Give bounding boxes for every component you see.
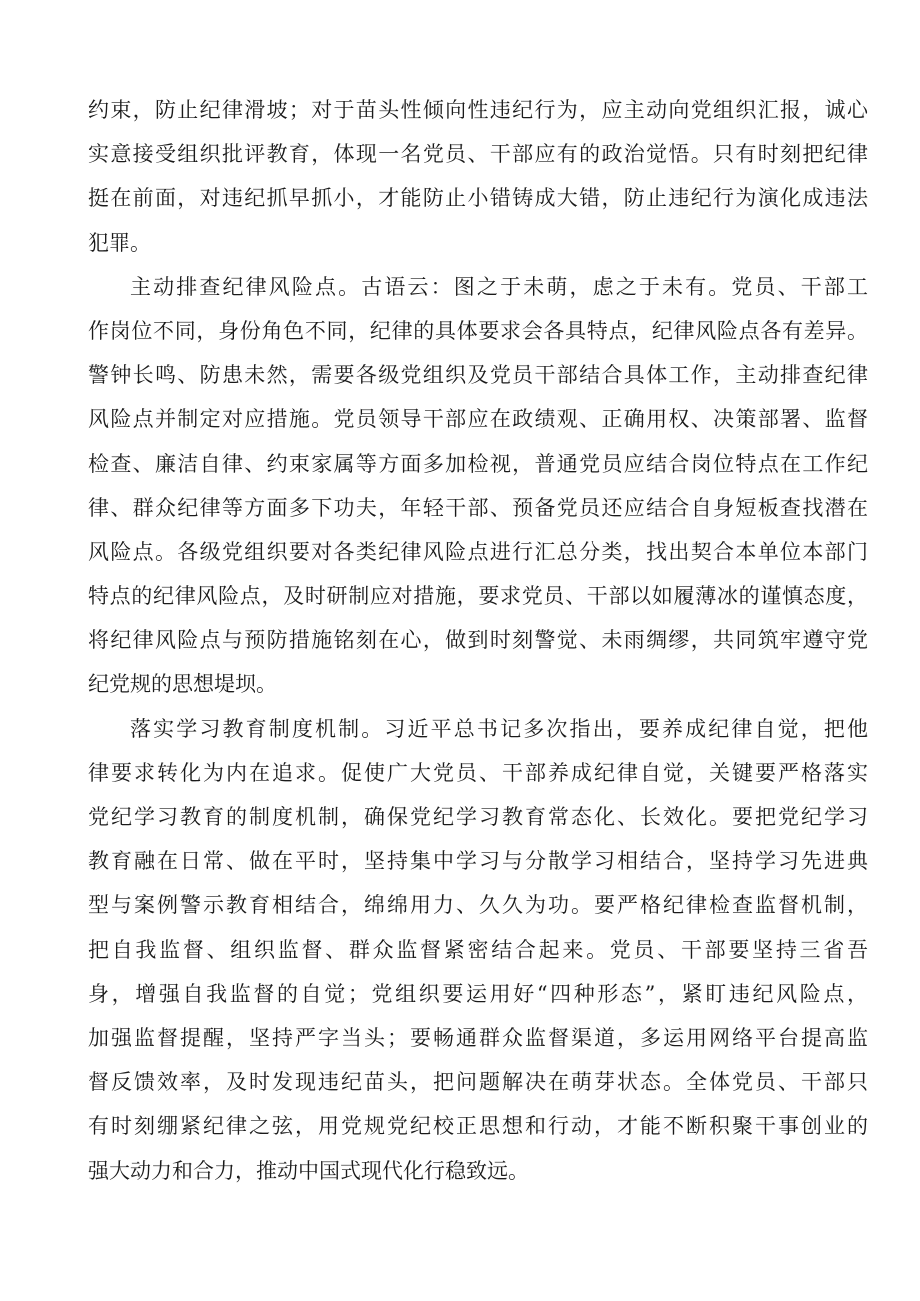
text-line: 犯罪。 [88, 230, 151, 255]
text-line: 落实学习教育制度机制。习近平总书记多次指出，要养成纪律自觉，把他 [130, 716, 868, 741]
text-line: 有时刻绷紧纪律之弦，用党规党纪校正思想和行动，才能不断积聚干事创业的 [88, 1114, 868, 1139]
text-line: 律要求转化为内在追求。促使广大党员、干部养成纪律自觉，关键要严格落实 [88, 760, 868, 785]
paragraph-education-mechanism [88, 707, 868, 1193]
paragraph-discipline-warning [88, 88, 868, 265]
text-line: 纪党规的思想堤坝。 [88, 672, 277, 697]
text-line: 督反馈效率，及时发现违纪苗头，把问题解决在萌芽状态。全体党员、干部只 [88, 1070, 868, 1095]
text-line: 加强监督提醒，坚持严字当头；要畅通群众监督渠道，多运用网络平台提高监 [88, 1025, 868, 1050]
text-line: 将纪律风险点与预防措施铭刻在心，做到时刻警觉、未雨绸缪，共同筑牢遵守党 [88, 628, 868, 653]
text-line: 主动排查纪律风险点。古语云：图之于未萌，虑之于未有。党员、干部工 [130, 274, 868, 299]
text-line: 挺在前面，对违纪抓早抓小，才能防止小错铸成大错，防止违纪行为演化成违法 [88, 186, 868, 211]
text-line: 教育融在日常、做在平时，坚持集中学习与分散学习相结合，坚持学习先进典 [88, 849, 868, 874]
text-line: 警钟长鸣、防患未然，需要各级党组织及党员干部结合具体工作，主动排查纪律 [88, 363, 868, 388]
text-line: 检查、廉洁自律、约束家属等方面多加检视，普通党员应结合岗位特点在工作纪 [88, 451, 868, 476]
document-page [88, 88, 868, 1193]
text-line: 律、群众纪律等方面多下功夫，年轻干部、预备党员还应结合自身短板查找潜在 [88, 495, 868, 520]
text-line: 约束，防止纪律滑坡；对于苗头性倾向性违纪行为，应主动向党组织汇报，诚心 [88, 98, 868, 122]
text-line: 实意接受组织批评教育，体现一名党员、干部应有的政治觉悟。只有时刻把纪律 [88, 142, 868, 167]
paragraph-risk-check [88, 265, 868, 707]
text-line: 型与案例警示教育相结合，绵绵用力、久久为功。要严格纪律检查监督机制， [88, 893, 868, 918]
text-line: 身，增强自我监督的自觉；党组织要运用好“四种形态”，紧盯违纪风险点， [88, 981, 868, 1006]
text-line: 作岗位不同，身份角色不同，纪律的具体要求会各具特点，纪律风险点各有差异。 [88, 318, 868, 343]
text-line: 特点的纪律风险点，及时研制应对措施，要求党员、干部以如履薄冰的谨慎态度， [88, 584, 868, 609]
text-line: 风险点并制定对应措施。党员领导干部应在政绩观、正确用权、决策部署、监督 [88, 407, 868, 432]
text-line: 把自我监督、组织监督、群众监督紧密结合起来。党员、干部要坚持三省吾 [88, 937, 868, 962]
text-line: 风险点。各级党组织要对各类纪律风险点进行汇总分类，找出契合本单位本部门 [88, 539, 868, 564]
text-line: 党纪学习教育的制度机制，确保党纪学习教育常态化、长效化。要把党纪学习 [88, 805, 868, 829]
text-line: 强大动力和合力，推动中国式现代化行稳致远。 [88, 1158, 529, 1183]
